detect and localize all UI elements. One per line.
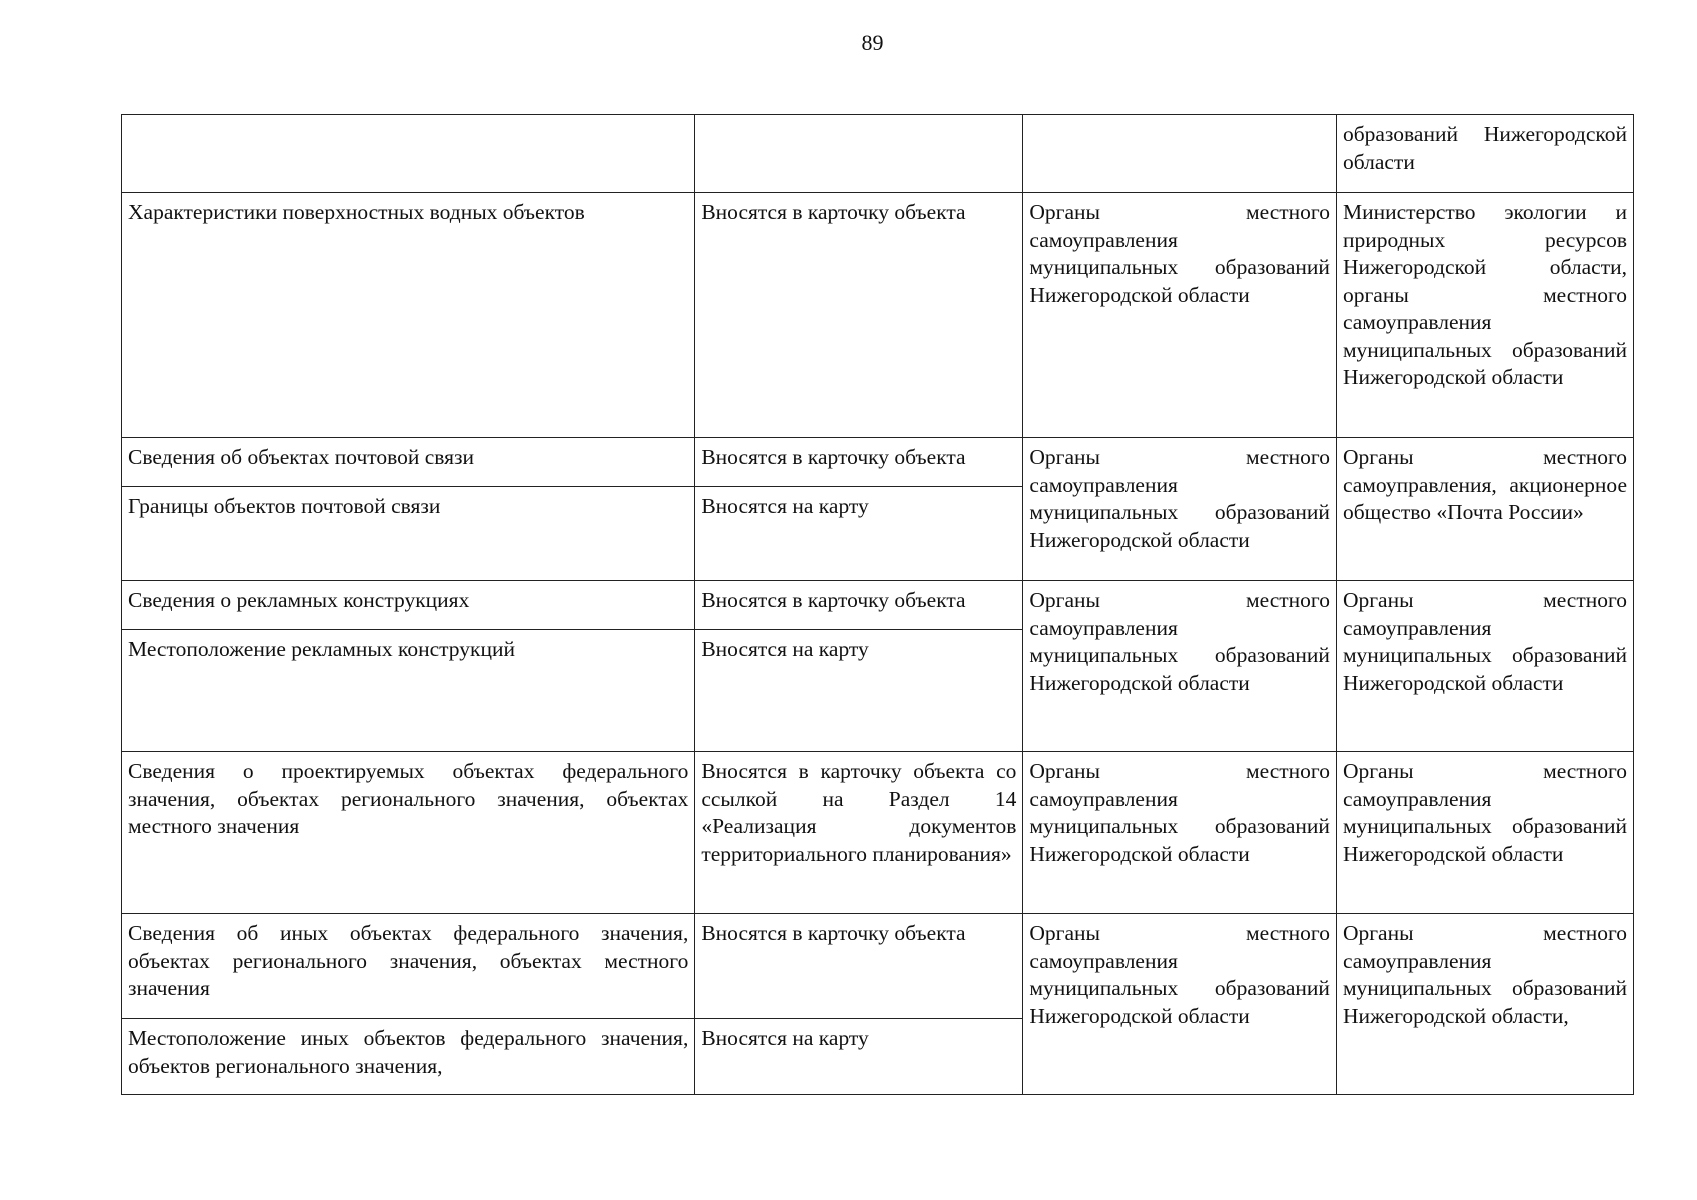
table-row	[122, 193, 1634, 438]
table-cell-method: Вносятся в карточку объекта	[695, 193, 1023, 438]
table-cell-provider: Органы местного самоуправления муниципальных образований Нижегородской области	[1023, 193, 1337, 438]
table-cell-item: Местоположение рекламных конструкций	[122, 630, 695, 752]
table-cell-responsible: Органы местного самоуправления муниципальных образований Нижегородской области	[1336, 581, 1633, 752]
table-cell-item: Местоположение иных объектов федерального значения, объектов регионального значения,	[122, 1019, 695, 1095]
table-row	[122, 914, 1634, 1019]
table-row	[122, 115, 1634, 193]
table-cell-item: Сведения о проектируемых объектах федерального значения, объектах регионального значения, объектах местного значения	[122, 752, 695, 914]
table-cell-item: Границы объектов почтовой связи	[122, 487, 695, 581]
table-cell-responsible: образований Нижегородской области	[1336, 115, 1633, 193]
table-cell-provider: Органы местного самоуправления муниципальных образований Нижегородской области	[1023, 438, 1337, 581]
table-cell-responsible: Органы местного самоуправления муниципальных образований Нижегородской области,	[1336, 914, 1633, 1095]
table-cell-method: Вносятся на карту	[695, 1019, 1023, 1095]
table-cell-method: Вносятся в карточку объекта со ссылкой на Раздел 14 «Реализация документов территориального планирования»	[695, 752, 1023, 914]
table-cell-provider	[1023, 115, 1337, 193]
table-cell-provider: Органы местного самоуправления муниципальных образований Нижегородской области	[1023, 752, 1337, 914]
table-cell-item: Сведения об иных объектах федерального значения, объектах регионального значения, объектах местного значения	[122, 914, 695, 1019]
table-cell-responsible: Органы местного самоуправления, акционерное общество «Почта России»	[1336, 438, 1633, 581]
data-sources-table	[121, 114, 1634, 1095]
table-cell-item: Сведения об объектах почтовой связи	[122, 438, 695, 487]
table-cell-item: Характеристики поверхностных водных объектов	[122, 193, 695, 438]
table-cell-provider: Органы местного самоуправления муниципальных образований Нижегородской области	[1023, 581, 1337, 752]
table-cell-method: Вносятся в карточку объекта	[695, 581, 1023, 630]
table-row	[122, 438, 1634, 487]
table-cell-method: Вносятся на карту	[695, 630, 1023, 752]
table-row	[122, 581, 1634, 630]
table-cell-provider: Органы местного самоуправления муниципальных образований Нижегородской области	[1023, 914, 1337, 1095]
table-cell-method: Вносятся в карточку объекта	[695, 914, 1023, 1019]
page-number: 89	[861, 30, 884, 55]
table-cell-responsible: Министерство экологии и природных ресурсов Нижегородской области, органы местного самоуправления муниципальных образований Нижегородской области	[1336, 193, 1633, 438]
table-row	[122, 752, 1634, 914]
table-cell-responsible: Органы местного самоуправления муниципальных образований Нижегородской области	[1336, 752, 1633, 914]
table-cell-method: Вносятся в карточку объекта	[695, 438, 1023, 487]
table-cell-method: Вносятся на карту	[695, 487, 1023, 581]
table-cell-method	[695, 115, 1023, 193]
table-cell-item	[122, 115, 695, 193]
table-cell-item: Сведения о рекламных конструкциях	[122, 581, 695, 630]
